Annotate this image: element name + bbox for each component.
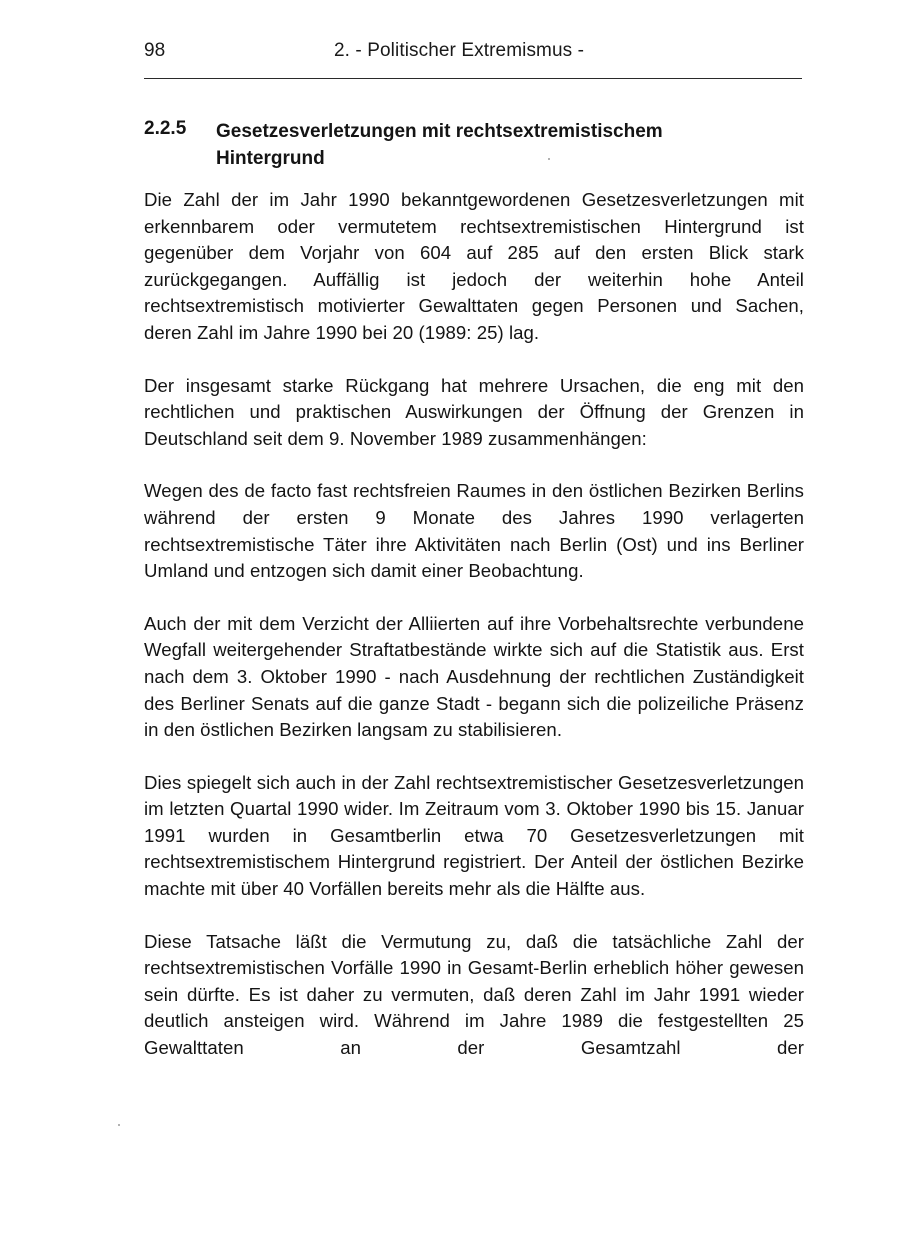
paragraph: Der insgesamt starke Rückgang hat mehrere Ursachen, die eng mit den rechtlichen und praktischen Auswirkungen der Öffnung der Grenzen in Deutschland seit dem 9. November 1989 zusammenhängen: — [144, 374, 804, 449]
header-rule — [144, 78, 802, 79]
paragraph: Auch der mit dem Verzicht der Alliierten auf ihre Vorbehaltsrechte verbundene Wegfall weitergehender Straftatbestände wirkte sich auf die Statistik aus. Erst nach dem 3. Oktober 1990 - nach Ausdehnung der rechtlichen Zuständigkeit des Berliner Senats auf die ganze Stadt - begann sich die polizeiliche Präsenz in den östlichen Bezirken langsam zu stabilisieren. — [144, 612, 804, 741]
page-number: 98 — [144, 40, 166, 61]
scan-speck — [548, 158, 550, 160]
paragraph: Wegen des de facto fast rechtsfreien Raumes in den östlichen Bezirken Berlins während der ersten 9 Monate des Jahres 1990 verlagerten rechtsextremistische Täter ihre Aktivitäten nach Berlin (Ost) und ins Berliner Umland und entzogen sich damit einer Beobachtung. — [144, 480, 804, 582]
paragraph: Diese Tatsache läßt die Vermutung zu, daß die tatsächliche Zahl der rechtsextremistischen Vorfälle 1990 in Gesamt-Berlin erheblich höher gewesen sein dürfte. Es ist daher zu vermuten, daß deren Zahl im Jahr 1991 wieder deutlich ansteigen wird. Während im Jahre 1989 die festgestellten 25 Gewalttaten an der Gesamtzahl der — [144, 930, 804, 1059]
section-number: 2.2.5 — [144, 118, 187, 139]
running-head: 2. - Politischer Extremismus - — [334, 40, 585, 61]
paragraph: Dies spiegelt sich auch in der Zahl rechtsextremistischer Gesetzesverletzungen im letzten Quartal 1990 wider. Im Zeitraum vom 3. Oktober 1990 bis 15. Januar 1991 wurden in Gesamtberlin etwa 70 Gesetzesverletzungen mit rechtsextremistischem Hintergrund registriert. Der Anteil der östlichen Bezirke machte mit über 40 Vorfällen bereits mehr als die Hälfte aus. — [144, 771, 804, 900]
paragraph: Die Zahl der im Jahr 1990 bekanntgewordenen Gesetzesverletzungen mit erkennbarem oder vermutetem rechtsextremistischen Hintergrund ist gegenüber dem Vorjahr von 604 auf 285 auf den ersten Blick stark zurückgegangen. Auffällig ist jedoch der weiterhin hohe Anteil rechtsextremistisch motivierter Gewalttaten gegen Personen und Sachen, deren Zahl im Jahre 1990 bei 20 (1989: 25) lag. — [144, 189, 804, 343]
section-title: Gesetzesverletzungen mit rechtsextremistischem Hintergrund — [216, 121, 663, 169]
body-text — [144, 187, 804, 1088]
scan-speck — [118, 1124, 120, 1126]
page-header — [144, 40, 802, 68]
